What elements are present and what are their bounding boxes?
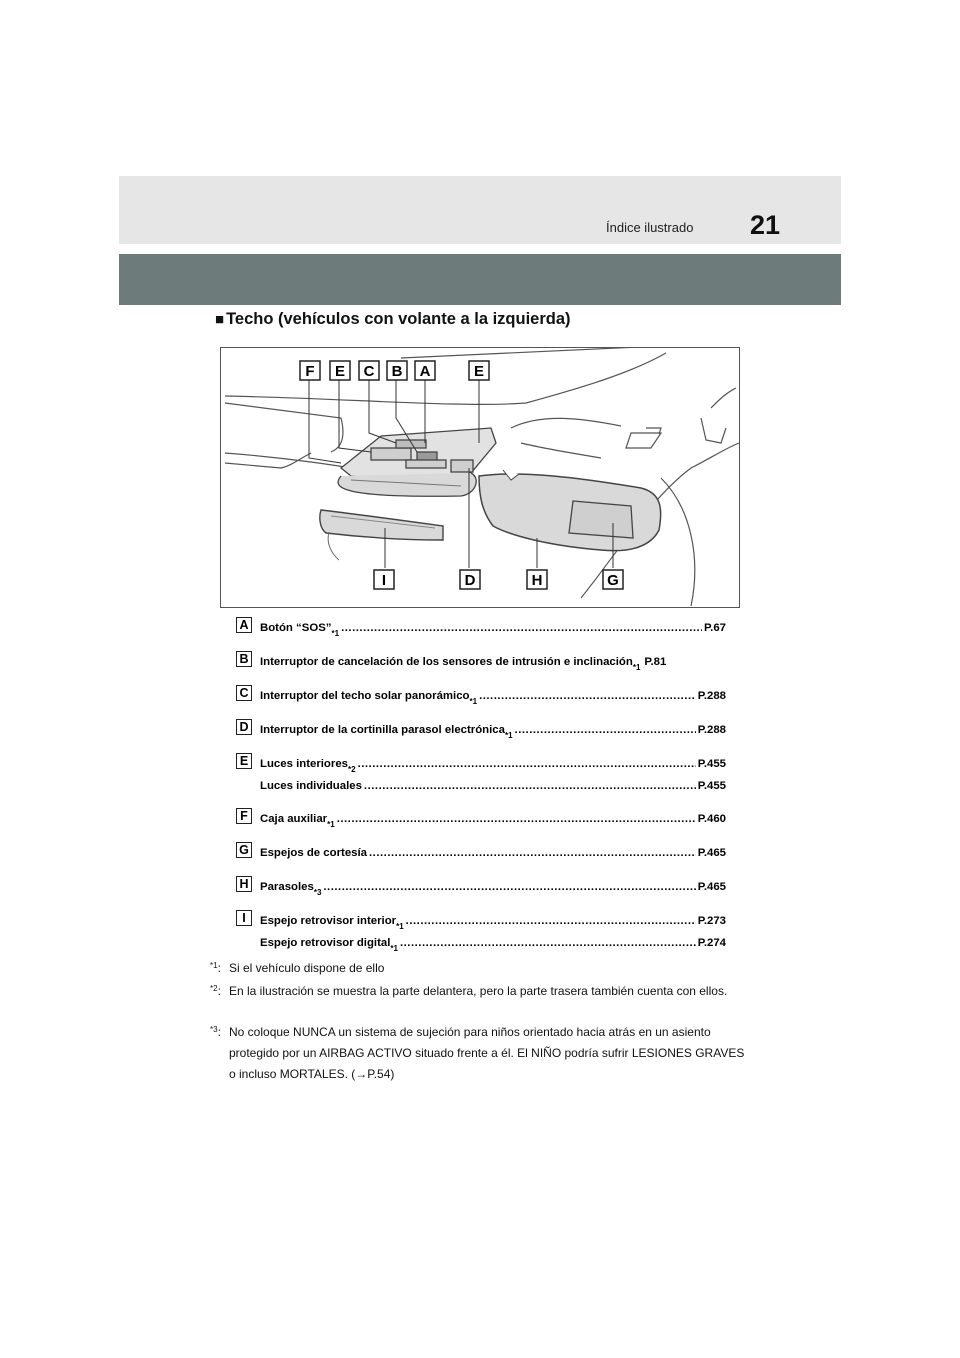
legend-entry: Interruptor de cancelación de los sensores de intrusión e inclinación *1 P.81 (260, 656, 667, 672)
legend-entry: Espejos de cortesía ..... P.465 (260, 843, 726, 859)
label-h: H (531, 572, 543, 589)
key-box: G (236, 842, 252, 858)
key-box: E (236, 753, 252, 769)
label-d: D (464, 572, 476, 589)
legend-item-g (236, 842, 726, 862)
legend-entry: Parasoles *3 ..... P.465 (260, 877, 726, 893)
label-g: G (607, 572, 619, 589)
roof-illustration (220, 347, 740, 608)
footnote-text: No coloque NUNCA un sistema de sujeción para niños orientado hacia atrás en un asiento protegido por un AIRBAG ACTIVO situado frente a él. El NIÑO podría sufrir LESIONES GRAVES o incluso MORTALES. (→P.54) (229, 1025, 745, 1081)
key-box: C (236, 685, 252, 701)
footnote-mark: $^{*1}$: (210, 961, 221, 975)
key-box: H (236, 876, 252, 892)
footnote-mark: $^{*2}$: (210, 984, 221, 998)
label-f: F (305, 363, 315, 380)
legend-entry: Luces interiores *2 ..... P.455 (260, 754, 726, 770)
section-band (119, 254, 841, 305)
legend-item-c (236, 685, 726, 705)
footnote-2 (210, 981, 750, 1002)
key-box: A (236, 617, 252, 633)
section-label: Índice ilustrado (606, 220, 694, 235)
roof-diagram (221, 348, 739, 607)
legend-item-d (236, 719, 726, 739)
legend-item-i (236, 910, 726, 953)
square-bullet-icon: ■ (215, 311, 225, 328)
label-i: I (381, 572, 387, 589)
legend-entry: Espejo retrovisor interior *1 ..... P.273 (260, 911, 726, 927)
legend-item-h (236, 876, 726, 896)
legend-item-a (236, 617, 726, 637)
footnote-text: En la ilustración se muestra la parte delantera, pero la parte trasera también cuenta con ellos. (229, 984, 728, 998)
label-e: E (334, 363, 346, 380)
footnote-1 (210, 958, 750, 979)
footnote-mark: $^{*3}$: (210, 1025, 221, 1039)
legend-item-e (236, 753, 726, 792)
key-box: F (236, 808, 252, 824)
header-band (119, 176, 841, 244)
footnote-text: Si el vehículo dispone de ello (229, 961, 385, 975)
legend-entry: Interruptor del techo solar panorámico *1 ..... P.288 (260, 686, 726, 702)
label-a: A (419, 363, 431, 380)
section-heading-text: Techo (vehículos con volante a la izquierda) (226, 310, 571, 328)
legend-entry: Luces individuales ..... P.455 (260, 776, 726, 792)
label-c: C (363, 363, 375, 380)
footnote-3 (210, 1022, 750, 1085)
legend-entry: Espejo retrovisor digital *1 ..... P.274 (260, 933, 726, 949)
key-box: D (236, 719, 252, 735)
legend-entry: Caja auxiliar *1 ..... P.460 (260, 809, 726, 825)
legend-item-f (236, 808, 726, 828)
legend-item-b (236, 651, 726, 671)
key-box: B (236, 651, 252, 667)
key-box: I (236, 910, 252, 926)
section-heading (215, 310, 571, 329)
legend-entry: Botón “SOS” *1 ..... P.67 (260, 618, 726, 634)
label-b: B (391, 363, 403, 380)
label-e2: E (473, 363, 485, 380)
legend-entry: Interruptor de la cortinilla parasol electrónica *1 ..... P.288 (260, 720, 726, 736)
page-number: 21 (750, 210, 781, 240)
